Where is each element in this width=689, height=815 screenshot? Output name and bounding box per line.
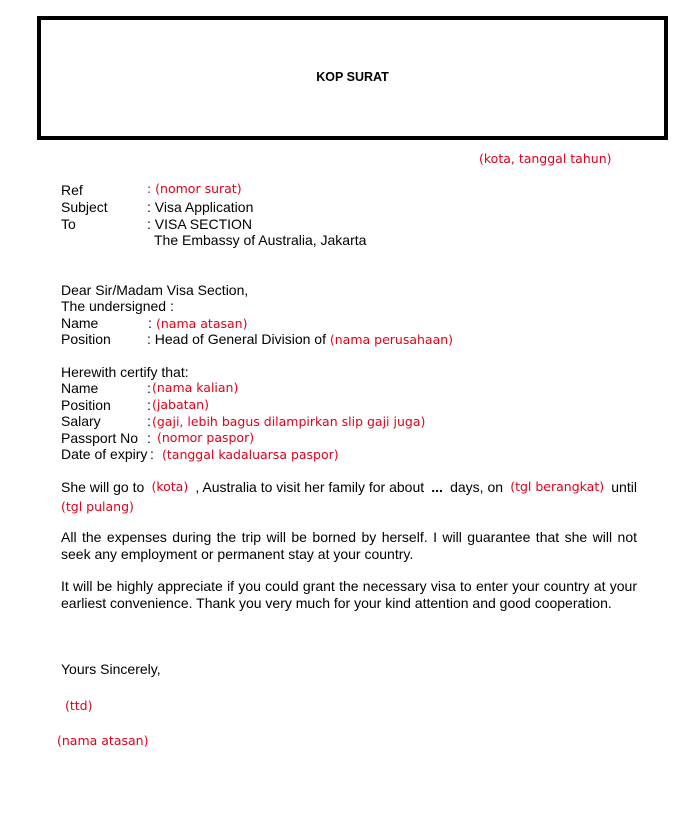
undersigned-name-label: Name [61,315,99,331]
applicant-salary-colon: : [147,413,151,429]
to-label: To [61,216,76,232]
to-value-2: The Embassy of Australia, Jakarta [154,232,367,248]
applicant-passport-colon: : [147,430,151,446]
place-date: (kota, tanggal tahun) [479,151,612,166]
subject-value: : Visa Application [147,199,254,215]
applicant-passport-label: Passport No [61,430,139,446]
paragraph1-t2: , Australia to visit her family for about [195,479,425,495]
applicant-salary-value: (gaji, lebih bagus dilampirkan slip gaji juga) [152,414,426,429]
undersigned-position-label: Position [61,331,111,347]
signature: (ttd) [65,698,93,713]
letterhead-title: KOP SURAT [316,70,389,84]
undersigned-position-text: : Head of General Division of [147,331,326,347]
salutation: Dear Sir/Madam Visa Section, [61,282,249,298]
paragraph3: It will be highly appreciate if you could grant the necessary visa to enter your country at your earliest convenience. Thank you very much for your kind attention and good cooperation. [61,578,637,611]
paragraph2: All the expenses during the trip will be borned by herself. I will guarantee that she will not seek any employment or permanent stay at your country. [61,529,637,562]
paragraph1-t3: days, on [450,479,504,495]
subject-label: Subject [61,199,108,215]
letterhead-box [37,16,668,140]
applicant-position-label: Position [61,397,111,413]
ref-label: Ref [61,182,83,198]
applicant-expiry-value: (tanggal kadaluarsa paspor) [162,447,339,462]
applicant-position-colon: : [147,397,151,413]
applicant-name-value: (nama kalian) [152,380,239,395]
undersigned-name-colon: : [148,315,152,331]
paragraph1-t1: She will go to [61,479,145,495]
paragraph1-city: (kota) [151,479,189,494]
certify-intro: Herewith certify that: [61,364,189,380]
paragraph1-return: (tgl pulang) [61,499,134,514]
to-value: : VISA SECTION [147,216,253,232]
applicant-expiry-colon: : [150,446,154,462]
undersigned-intro: The undersigned : [61,298,174,314]
applicant-name-label: Name [61,380,99,396]
applicant-salary-label: Salary [61,413,101,429]
paragraph1-line1 [61,479,637,495]
paragraph1-depart: (tgl berangkat) [510,479,605,494]
applicant-passport-value: (nomor paspor) [157,430,255,445]
signer-name: (nama atasan) [57,733,149,748]
paragraph1-dots: ... [431,479,443,495]
undersigned-position-company: (nama perusahaan) [329,332,454,347]
paragraph1-t4: until [611,479,637,495]
applicant-position-value: (jabatan) [152,397,209,412]
applicant-expiry-label: Date of expiry [61,446,148,462]
ref-value: : (nomor surat) [147,181,242,196]
closing: Yours Sincerely, [61,661,161,677]
applicant-name-colon: : [147,380,151,396]
undersigned-name-value: (nama atasan) [156,316,248,331]
undersigned-position-line [147,331,453,347]
